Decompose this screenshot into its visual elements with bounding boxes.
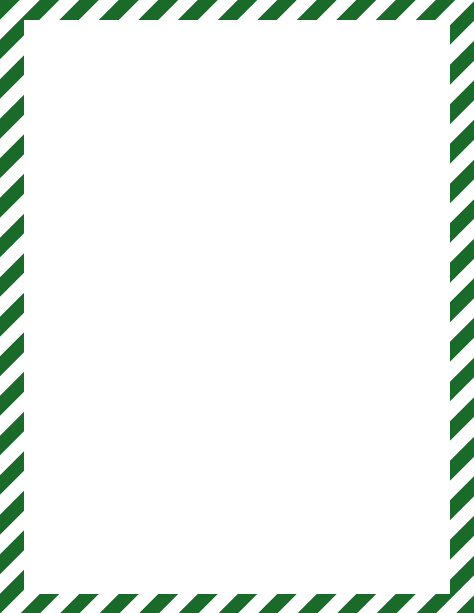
bulletin-sheet <box>24 20 450 594</box>
